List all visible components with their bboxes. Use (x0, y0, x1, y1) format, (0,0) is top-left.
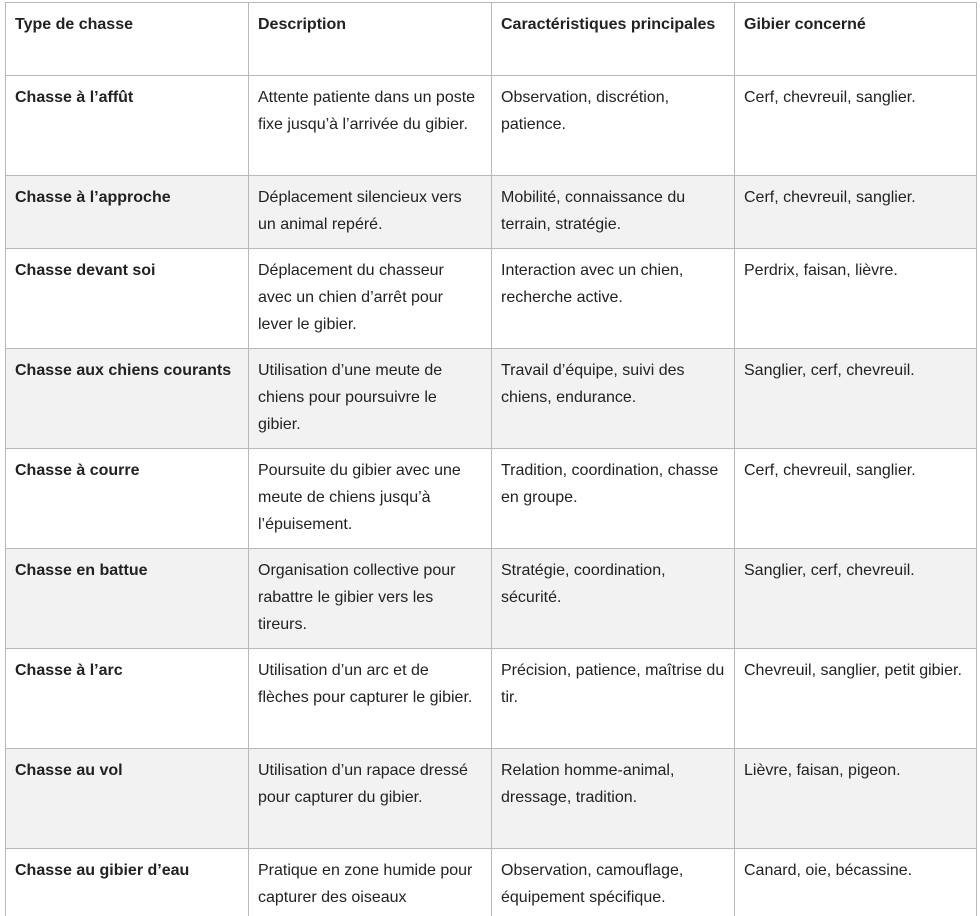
cell-game: Cerf, chevreuil, sanglier. (735, 76, 977, 176)
cell-type: Chasse à l’affût (6, 76, 249, 176)
cell-type: Chasse à l’approche (6, 176, 249, 249)
table-row (6, 449, 977, 549)
cell-game: Cerf, chevreuil, sanglier. (735, 449, 977, 549)
header-characteristics: Caractéristiques principales (492, 3, 735, 76)
cell-characteristics: Interaction avec un chien, recherche active. (492, 249, 735, 349)
cell-characteristics: Observation, discrétion, patience. (492, 76, 735, 176)
cell-characteristics: Stratégie, coordination, sécurité. (492, 549, 735, 649)
cell-description: Attente patiente dans un poste fixe jusqu’à l’arrivée du gibier. (249, 76, 492, 176)
cell-characteristics: Relation homme-animal, dressage, tradition. (492, 749, 735, 849)
cell-characteristics: Observation, camouflage, équipement spécifique. (492, 849, 735, 916)
header-game: Gibier concerné (735, 3, 977, 76)
table-row (6, 249, 977, 349)
cell-characteristics: Travail d’équipe, suivi des chiens, endurance. (492, 349, 735, 449)
cell-game: Sanglier, cerf, chevreuil. (735, 549, 977, 649)
cell-description: Déplacement du chasseur avec un chien d’arrêt pour lever le gibier. (249, 249, 492, 349)
cell-game: Sanglier, cerf, chevreuil. (735, 349, 977, 449)
table-row (6, 749, 977, 849)
table-row (6, 849, 977, 916)
cell-characteristics: Mobilité, connaissance du terrain, stratégie. (492, 176, 735, 249)
cell-description: Utilisation d’un rapace dressé pour capturer du gibier. (249, 749, 492, 849)
cell-type: Chasse devant soi (6, 249, 249, 349)
cell-game: Cerf, chevreuil, sanglier. (735, 176, 977, 249)
header-description: Description (249, 3, 492, 76)
cell-game: Perdrix, faisan, lièvre. (735, 249, 977, 349)
cell-game: Canard, oie, bécassine. (735, 849, 977, 916)
table-row (6, 549, 977, 649)
cell-description: Utilisation d’une meute de chiens pour poursuivre le gibier. (249, 349, 492, 449)
hunting-types-table (5, 2, 977, 916)
table-row (6, 176, 977, 249)
cell-description: Poursuite du gibier avec une meute de chiens jusqu’à l’épuisement. (249, 449, 492, 549)
cell-type: Chasse à courre (6, 449, 249, 549)
cell-type: Chasse en battue (6, 549, 249, 649)
cell-type: Chasse à l’arc (6, 649, 249, 749)
table-row (6, 349, 977, 449)
cell-description: Utilisation d’un arc et de flèches pour capturer le gibier. (249, 649, 492, 749)
cell-game: Lièvre, faisan, pigeon. (735, 749, 977, 849)
table-row (6, 649, 977, 749)
table-header-row (6, 3, 977, 76)
table-row (6, 76, 977, 176)
cell-type: Chasse au gibier d’eau (6, 849, 249, 916)
cell-type: Chasse aux chiens courants (6, 349, 249, 449)
cell-description: Déplacement silencieux vers un animal repéré. (249, 176, 492, 249)
cell-characteristics: Précision, patience, maîtrise du tir. (492, 649, 735, 749)
cell-characteristics: Tradition, coordination, chasse en groupe. (492, 449, 735, 549)
cell-description: Pratique en zone humide pour capturer des oiseaux (249, 849, 492, 916)
cell-type: Chasse au vol (6, 749, 249, 849)
cell-game: Chevreuil, sanglier, petit gibier. (735, 649, 977, 749)
header-type: Type de chasse (6, 3, 249, 76)
cell-description: Organisation collective pour rabattre le gibier vers les tireurs. (249, 549, 492, 649)
